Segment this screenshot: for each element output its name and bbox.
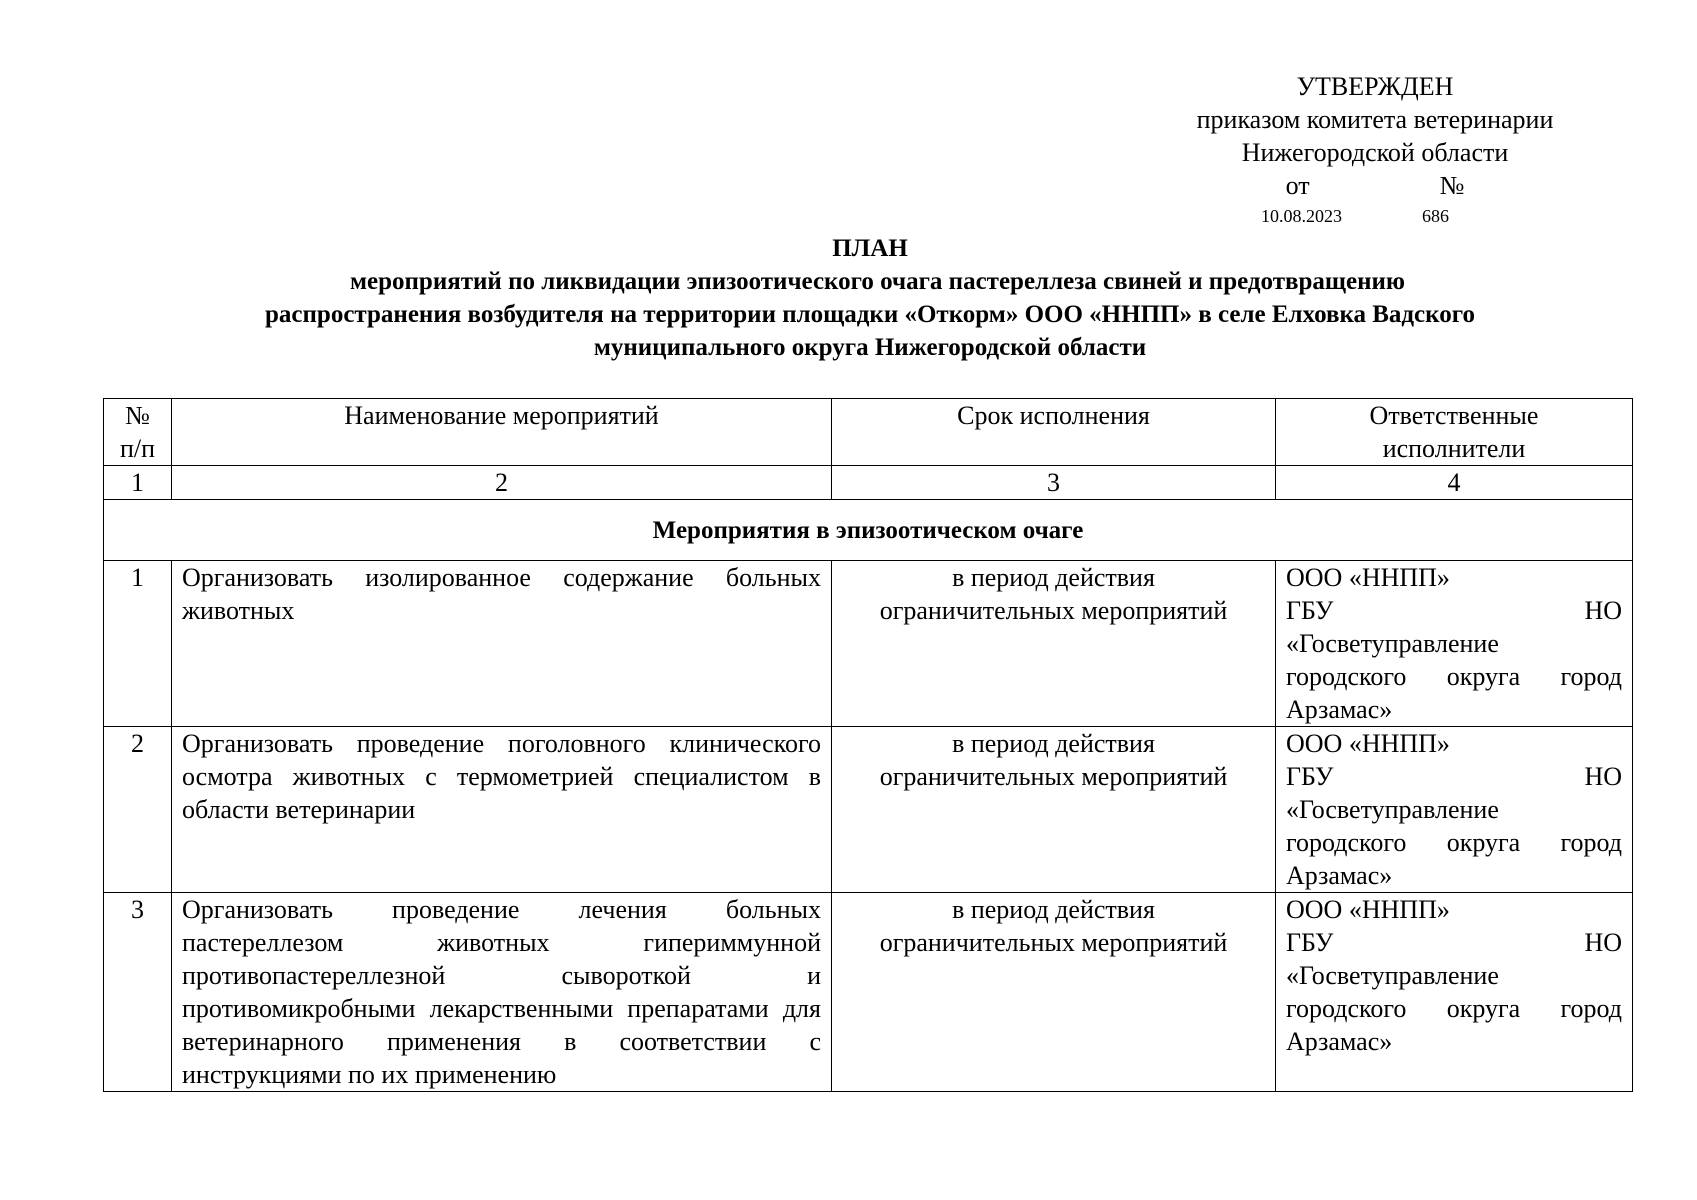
responsible-no: НО xyxy=(1584,762,1622,791)
responsible-gbu-line xyxy=(1286,760,1622,793)
header-deadline: Срок исполнения xyxy=(832,399,1276,466)
responsible-word: округа xyxy=(1446,994,1521,1023)
responsible-org: ООО «ННПП» xyxy=(1286,729,1450,758)
table-row xyxy=(104,727,1633,893)
responsible-gbu: ГБУ xyxy=(1286,596,1334,625)
deadline-line-2: ограничительных мероприятий xyxy=(879,762,1228,791)
deadline-line-1: в период действия xyxy=(952,729,1155,758)
responsible-no: НО xyxy=(1584,596,1622,625)
responsible-agency: «Госветуправление xyxy=(1286,961,1499,990)
table-header-row xyxy=(104,399,1633,466)
responsible-district-line xyxy=(1286,826,1622,859)
row-responsible xyxy=(1276,561,1633,727)
responsible-org: ООО «ННПП» xyxy=(1286,563,1450,592)
approval-stamp xyxy=(1150,70,1600,228)
title-line-2: распространения возбудителя на территории площадки «Откорм» ООО «ННПП» в селе Елховка Вадского xyxy=(265,301,1475,328)
row-deadline xyxy=(832,893,1276,1092)
responsible-org: ООО «ННПП» xyxy=(1286,895,1450,924)
responsible-word: город xyxy=(1560,994,1622,1023)
responsible-gbu: ГБУ xyxy=(1286,928,1334,957)
row-responsible xyxy=(1276,727,1633,893)
responsible-agency: «Госветуправление xyxy=(1286,629,1499,658)
row-deadline xyxy=(832,561,1276,727)
responsible-city: Арзамас» xyxy=(1286,695,1393,724)
header-num-line-2: п/п xyxy=(119,434,156,463)
responsible-gbu-line xyxy=(1286,594,1622,627)
approval-date-number-values xyxy=(1150,204,1600,228)
row-activity: Организовать проведение лечения больных пастереллезом животных гипериммунной противопастереллезной сывороткой и противомикробными лекарственными препаратами для ветеринарного применения в соответствии с инструкциями по их применению xyxy=(172,893,832,1092)
deadline-line-1: в период действия xyxy=(952,563,1155,592)
responsible-no: НО xyxy=(1584,928,1622,957)
approval-date-number-labels xyxy=(1150,169,1600,202)
header-num xyxy=(104,399,172,466)
row-activity: Организовать изолированное содержание больных животных xyxy=(172,561,832,727)
title-line-1: мероприятий по ликвидации эпизоотического очага пастереллеза свиней и предотвращению xyxy=(349,268,1405,295)
column-number: 2 xyxy=(172,466,832,500)
responsible-district-line xyxy=(1286,660,1622,693)
responsible-agency: «Госветуправление xyxy=(1286,795,1499,824)
responsible-word: городского xyxy=(1286,662,1407,691)
responsible-word: город xyxy=(1560,828,1622,857)
approval-line-2: Нижегородской области xyxy=(1241,138,1509,167)
responsible-district-line xyxy=(1286,992,1622,1025)
responsible-gbu-line xyxy=(1286,926,1622,959)
header-responsible-line-2: исполнители xyxy=(1382,434,1526,463)
plan-table xyxy=(103,398,1633,1092)
header-responsible-line-1: Ответственные xyxy=(1369,401,1539,430)
row-number: 1 xyxy=(104,561,172,727)
row-number: 3 xyxy=(104,893,172,1092)
deadline-line-2: ограничительных мероприятий xyxy=(879,596,1228,625)
column-number: 4 xyxy=(1276,466,1633,500)
header-num-line-1: № xyxy=(125,401,150,430)
title-line-3: муниципального округа Нижегородской области xyxy=(593,334,1147,361)
table-row xyxy=(104,561,1633,727)
table-row xyxy=(104,893,1633,1092)
responsible-city: Арзамас» xyxy=(1286,1027,1393,1056)
approval-line-1: приказом комитета ветеринарии xyxy=(1196,105,1554,134)
responsible-word: город xyxy=(1560,662,1622,691)
section-row xyxy=(104,500,1633,561)
from-label: от xyxy=(1285,171,1310,200)
section-title: Мероприятия в эпизоотическом очаге xyxy=(104,500,1633,561)
deadline-line-1: в период действия xyxy=(952,895,1155,924)
row-responsible xyxy=(1276,893,1633,1092)
order-date: 10.08.2023 xyxy=(1261,206,1342,226)
responsible-gbu: ГБУ xyxy=(1286,762,1334,791)
row-activity: Организовать проведение поголовного клинического осмотра животных с термометрией специалистом в области ветеринарии xyxy=(172,727,832,893)
header-name: Наименование мероприятий xyxy=(172,399,832,466)
approval-title: УТВЕРЖДЕН xyxy=(1296,72,1454,101)
deadline-line-2: ограничительных мероприятий xyxy=(879,928,1228,957)
document-title xyxy=(100,232,1640,364)
column-number-row xyxy=(104,466,1633,500)
header-responsible xyxy=(1276,399,1633,466)
responsible-word: городского xyxy=(1286,994,1407,1023)
responsible-word: округа xyxy=(1446,828,1521,857)
column-number: 1 xyxy=(104,466,172,500)
responsible-word: городского xyxy=(1286,828,1407,857)
row-deadline xyxy=(832,727,1276,893)
order-number: 686 xyxy=(1422,206,1449,226)
responsible-word: округа xyxy=(1446,662,1521,691)
plan-heading: ПЛАН xyxy=(832,235,908,262)
column-number: 3 xyxy=(832,466,1276,500)
number-label: № xyxy=(1439,171,1465,200)
responsible-city: Арзамас» xyxy=(1286,861,1393,890)
row-number: 2 xyxy=(104,727,172,893)
